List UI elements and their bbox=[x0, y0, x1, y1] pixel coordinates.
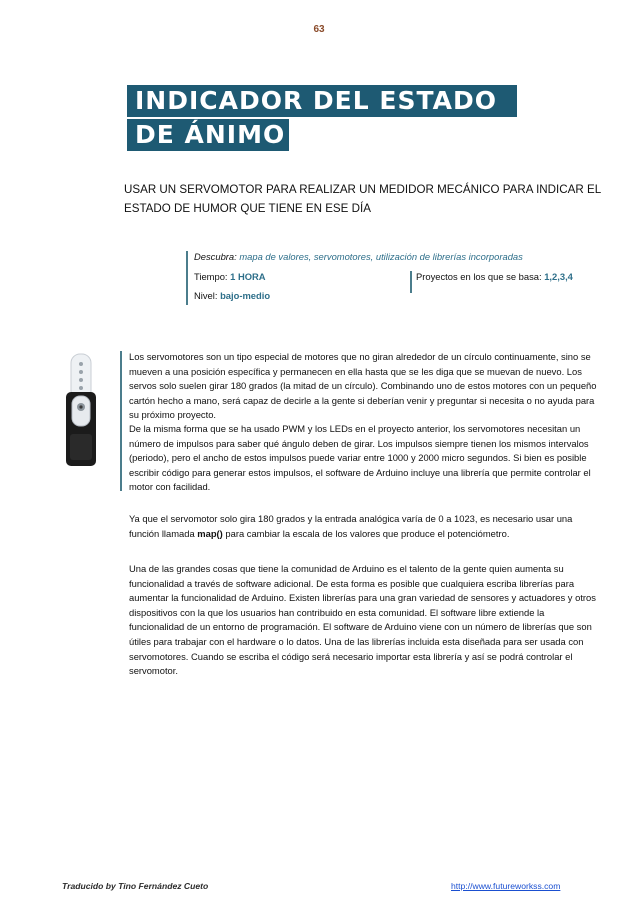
info-divider-left bbox=[186, 251, 188, 305]
projects-value: 1,2,3,4 bbox=[544, 271, 573, 282]
projects-row bbox=[416, 271, 573, 282]
level-value: bajo-medio bbox=[220, 290, 271, 301]
paragraph-3-text-b: para cambiar la escala de los valores que produce el potenciómetro. bbox=[222, 527, 510, 539]
paragraph-2: De la misma forma que se ha usado PWM y los LEDs en el proyecto anterior, los servomotores necesitan un número de impulsos para saber qué ángulo deben de girar. Los impulsos siempre tienen los mismos intervalos (periodo), pero el ancho de estos impulsos puede variar entre 1000 y 2000 micro segundos. Si bien es posible escribir código para generar estos impulsos, el software de Arduino incluye una librería que permite controlar el motor con facilidad. bbox=[129, 423, 591, 493]
discover-label: Descubra: bbox=[194, 251, 237, 262]
level-label: Nivel: bbox=[194, 290, 218, 301]
info-divider-right bbox=[410, 271, 412, 293]
paragraph-4: Una de las grandes cosas que tiene la comunidad de Arduino es el talento de la gente quien aumenta su funcionalidad a través de software adicional. De esta forma es posible que cualquiera escriba librerías para aumentar la funcionalidad de Arduino. Existen librerías para una gran variedad de sensores y actuadores y otros dispositivos con la que los usuarios han contribuido en esta comunidad. El software libre extiende la funcionalidad de un entorno de programación. El software de Arduino viene con un número de librerías que son útiles para trabajar con el hardware o lo datos. Una de las librerías incluida esta diseñada para ser usada con servomotores. Cuando se escriba el código será necesario importar esta librería y así se podrá controlar el servomotor. bbox=[129, 563, 596, 677]
discover-value: mapa de valores, servomotores, utilización de librerías incorporadas bbox=[239, 251, 523, 262]
discover-row bbox=[194, 251, 523, 262]
body-divider bbox=[120, 351, 122, 491]
project-info-box bbox=[186, 247, 596, 303]
time-value: 1 HORA bbox=[230, 271, 266, 282]
map-function-name: map() bbox=[197, 527, 223, 539]
time-row bbox=[194, 271, 266, 282]
paragraph-3 bbox=[129, 512, 601, 541]
chapter-title-line-1: INDICADOR DEL ESTADO bbox=[127, 85, 517, 117]
page-number: 63 bbox=[313, 24, 325, 35]
projects-label: Proyectos en los que se basa: bbox=[416, 271, 542, 282]
footer-link[interactable]: http://www.futureworkss.com bbox=[451, 881, 561, 891]
paragraph-1: Los servomotores son un tipo especial de motores que no giran alrededor de un círculo continuamente, sino se mueven a una posición específica y permanecen en ella hasta que se les diga que se muevan de nuevo. Los servos solo suelen girar 180 grados (la mitad de un círculo). Combinando uno de estos motores con un pequeño cartón hecho a mano, será capaz de decirle a la gente si deberían venir y preguntar si necesita o no ayuda para su próximo proyecto. bbox=[129, 351, 597, 421]
paragraph-3-text-a: Ya que el servomotor solo gira 180 grados y la entrada analógica varía de 0 a 1023, es necesario usar una función llamada bbox=[129, 513, 573, 539]
footer-credit: Traducido by Tino Fernández Cueto bbox=[62, 881, 209, 891]
chapter-subtitle: USAR UN SERVOMOTOR PARA REALIZAR UN MEDIDOR MECÁNICO PARA INDICAR EL ESTADO DE HUMOR QUE TIENE EN ESE DÍA bbox=[124, 183, 601, 215]
level-row bbox=[194, 290, 270, 301]
servo-horn-image bbox=[62, 352, 100, 470]
time-label: Tiempo: bbox=[194, 271, 228, 282]
chapter-title-line-2: DE ÁNIMO bbox=[127, 119, 289, 151]
